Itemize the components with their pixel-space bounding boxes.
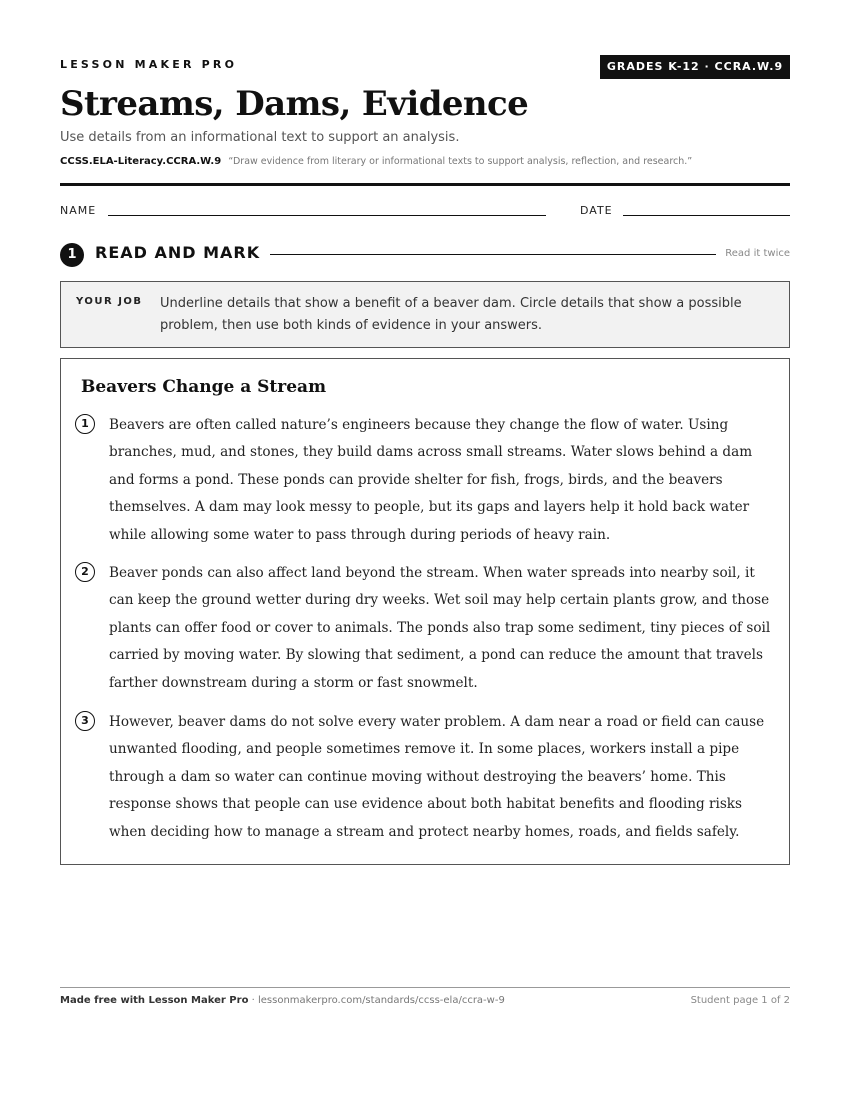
job-instructions-box [60, 281, 790, 348]
standard-quote: “Draw evidence from literary or informational texts to support analysis, reflection, and research.” [228, 156, 693, 167]
section-note: Read it twice [725, 248, 790, 259]
footer-credit [60, 995, 505, 1006]
header-divider [60, 183, 790, 186]
paragraph-text: Beavers are often called nature’s engineers because they change the flow of water. Using branches, mud, and stones, they build dams across small streams. Water slows behind a dam and forms a pond. These ponds can provide shelter for fish, frogs, birds, and the beavers themselves. A dam may look messy to people, but its gaps and layers help it hold back water while allowing some water to pass through during periods of heavy rain. [109, 417, 753, 543]
page-title: Streams, Dams, Evidence [60, 84, 529, 124]
paragraph-text: However, beaver dams do not solve every water problem. A dam near a road or field can cause unwanted flooding, and people sometimes remove it. In some places, workers install a pipe through a dam so water can continue moving without destroying the beavers’ home. This response shows that people can use evidence about both habitat benefits and flooding risks when deciding how to manage a stream and protect nearby homes, roads, and fields safely. [109, 714, 765, 840]
paragraph [75, 412, 775, 549]
standard-line [60, 156, 692, 167]
paragraph-text: Beaver ponds can also affect land beyond the stream. When water spreads into nearby soil, it can keep the ground wetter during dry weeks. Wet soil may help certain plants grow, and those plants can offer food or cover to animals. The ponds also trap some sediment, tiny pieces of soil carried by moving water. By slowing that sediment, a pond can reduce the amount that travels farther downstream during a storm or fast snowmelt. [109, 565, 771, 691]
page-subtitle: Use details from an informational text to support an analysis. [60, 130, 460, 145]
brand-name: LESSON MAKER PRO [60, 58, 238, 71]
name-field[interactable] [108, 215, 546, 216]
date-label: DATE [580, 204, 613, 217]
job-text: Underline details that show a benefit of a beaver dam. Circle details that show a possible problem, then use both kinds of evidence in your answers. [160, 296, 742, 333]
footer-divider [60, 987, 790, 988]
footer-url: · lessonmakerpro.com/standards/ccss-ela/ccra-w-9 [248, 995, 505, 1006]
section-divider [270, 254, 716, 255]
paragraph [75, 560, 775, 697]
paragraph [75, 709, 775, 846]
job-label: YOUR JOB [76, 296, 143, 307]
paragraph-number-badge: 3 [75, 711, 95, 731]
section-number-badge: 1 [60, 243, 84, 267]
footer-made-with: Made free with Lesson Maker Pro [60, 995, 249, 1006]
footer-page-number: Student page 1 of 2 [690, 995, 790, 1006]
reading-passage [60, 358, 790, 865]
paragraph-number-badge: 2 [75, 562, 95, 582]
passage-title: Beavers Change a Stream [81, 377, 327, 397]
paragraph-number-badge: 1 [75, 414, 95, 434]
name-label: NAME [60, 204, 97, 217]
standard-code: CCSS.ELA-Literacy.CCRA.W.9 [60, 156, 222, 167]
section-title: READ AND MARK [95, 243, 261, 262]
grade-badge: GRADES K-12 · CCRA.W.9 [600, 55, 790, 79]
date-field[interactable] [623, 215, 790, 216]
